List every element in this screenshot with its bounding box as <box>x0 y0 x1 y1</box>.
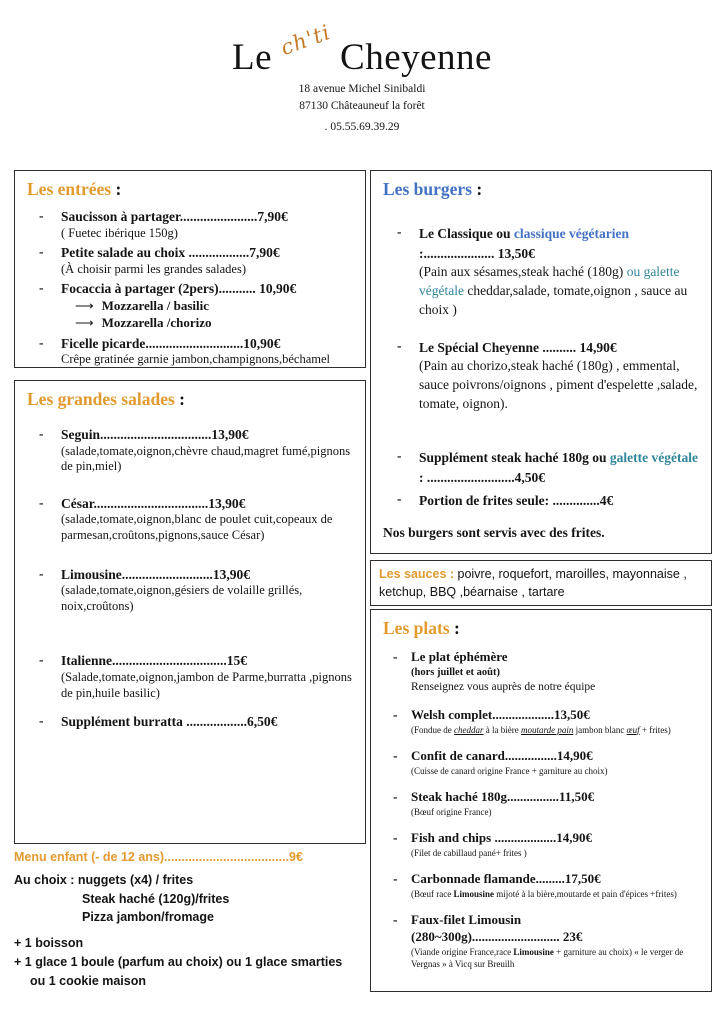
bullet-dash: - <box>39 494 44 510</box>
section-plats <box>370 609 712 992</box>
item-desc: (Cuisse de canard origine France + garniture au choix) <box>411 765 608 776</box>
menu-item-seguin <box>25 426 355 475</box>
section-entrees <box>14 170 366 368</box>
sauces-list: poivre, roquefort, maroilles, mayonnaise , ketchup, BBQ ,béarnaise , tartare <box>379 567 687 600</box>
menu-item-classique <box>381 224 701 320</box>
item-name-part: Supplément steak haché 180g ou <box>419 450 610 466</box>
item-desc: ( Fuetec ibérique 150g) <box>61 225 178 240</box>
bullet-dash: - <box>397 337 402 353</box>
desc-part-limousine: Limousine <box>513 946 554 957</box>
item-desc <box>411 724 701 736</box>
item-name <box>419 224 701 244</box>
menu-enfant-line: Au choix : nuggets (x4) / frites <box>14 872 194 887</box>
menu-item-plat-ephemere <box>381 649 701 695</box>
menu-item-petite-salade <box>25 244 355 277</box>
item-name: Italienne..................................15€ <box>61 653 248 669</box>
menu-enfant-title: Menu enfant (- de 12 ans)....................................9€ <box>14 850 303 864</box>
item-name: Le Spécial Cheyenne .......... 14,90€ <box>419 339 617 355</box>
desc-part-cheddar: cheddar <box>454 724 484 735</box>
burgers-title <box>383 179 701 200</box>
section-salades <box>14 380 366 844</box>
item-name: Carbonnade flamande.........17,50€ <box>411 871 601 887</box>
item-name: César..................................13,90€ <box>61 495 246 511</box>
item-desc: (À choisir parmi les grandes salades) <box>61 261 247 276</box>
bullet-dash: - <box>397 448 402 464</box>
bullet-dash: - <box>39 280 44 296</box>
salades-title-colon: : <box>174 389 185 409</box>
address-block <box>0 81 724 136</box>
address-line-2: 87130 Châteauneuf la forêt <box>299 99 425 112</box>
menu-item-ficelle <box>25 335 355 368</box>
menu-item-focaccia <box>25 280 355 331</box>
item-desc: (salade,tomate,oignon,gésiers de volaille grillés, noix,croûtons) <box>61 583 303 613</box>
item-name-part: : ..........................4,50€ <box>419 469 545 485</box>
plats-title-colon: : <box>449 618 460 638</box>
menu-item-italienne <box>25 652 355 701</box>
desc-part-moutarde-pain: moutarde pain <box>520 724 574 735</box>
desc-part: cheddar,salade, tomate,oignon , sauce au choix ) <box>419 283 688 317</box>
item-name-part-vegetarien: classique végétarien <box>513 226 630 241</box>
item-variant <box>61 315 355 332</box>
menu-enfant-line: Pizza jambon/fromage <box>82 910 214 925</box>
menu-item-limousine <box>25 566 355 615</box>
bullet-dash: - <box>39 334 44 350</box>
menu-item-cesar <box>25 495 355 544</box>
item-desc: Crêpe gratinée garnie jambon,champignons,béchamel <box>61 352 330 367</box>
address-line-1: 18 avenue Michel Sinibaldi <box>298 83 426 95</box>
item-name-line2: (280~300g)........................... 23€ <box>411 929 583 945</box>
entrees-title-text: Les entrées <box>27 179 112 199</box>
menu-item-confit-canard <box>381 748 701 777</box>
burgers-title-colon: : <box>471 179 483 199</box>
item-desc <box>419 263 701 320</box>
arrow-icon: ⟶ <box>75 314 94 330</box>
sauces-paragraph <box>379 565 703 601</box>
desc-part-limousine: Limousine <box>453 889 494 900</box>
item-name-line1: Faux-filet Limousin <box>411 912 522 928</box>
bullet-dash: - <box>393 871 398 887</box>
item-desc: (Pain au chorizo,steak haché (180g) , emmental, sauce poivrons/oignons , piment d'espelette ,salade, tomate, oignon). <box>419 358 698 412</box>
menu-item-supplement-burratta <box>25 713 355 731</box>
bullet-dash: - <box>393 649 398 664</box>
bullet-dash: - <box>39 208 44 223</box>
section-burgers <box>370 170 712 554</box>
menu-item-supplement-steak <box>381 448 701 487</box>
desc-part: à la bière <box>483 724 521 735</box>
title-cheyenne: Cheyenne <box>340 37 492 78</box>
phone-number: . 05.55.69.39.29 <box>324 121 400 134</box>
menu-item-saucisson <box>25 208 355 241</box>
item-desc: (Salade,tomate,oignon,jambon de Parme,burratta ,pignons de pin,huile basilic) <box>61 669 352 700</box>
item-desc: (Bœuf origine France) <box>411 807 492 817</box>
item-variant <box>61 298 355 315</box>
bullet-dash: - <box>397 224 402 239</box>
section-sauces <box>370 560 712 606</box>
desc-part: (Fondue de <box>411 724 454 735</box>
desc-part: (Pain aux sésames,steak haché (180g) <box>419 264 627 280</box>
bullet-dash: - <box>39 652 44 668</box>
bullet-dash: - <box>39 426 44 441</box>
plats-title <box>383 618 701 639</box>
bullet-dash: - <box>39 565 44 581</box>
salades-title-text: Les grandes salades <box>27 389 175 409</box>
arrow-icon: ⟶ <box>75 297 94 313</box>
desc-part: + garniture au choix) « le verger de Vergnas » à Vicq sur Breuilh <box>411 946 684 970</box>
desc-part: jambon blanc <box>573 724 627 735</box>
entrees-title <box>27 179 355 200</box>
desc-part-oeuf: œuf <box>626 724 640 735</box>
item-name <box>419 448 701 487</box>
bullet-dash: - <box>393 748 398 764</box>
item-name: Saucisson à partager.......................7,90€ <box>61 209 288 224</box>
sauces-label: Les sauces : <box>379 567 455 581</box>
item-name: Ficelle picarde.............................10,90€ <box>61 335 281 351</box>
plats-title-text: Les plats <box>383 618 450 638</box>
bullet-dash: - <box>397 491 402 507</box>
desc-part: + frites) <box>639 724 671 735</box>
menu-item-portion-frites <box>381 491 701 511</box>
item-name: Limousine...........................13,90€ <box>61 566 251 582</box>
desc-part-ou: ou <box>626 264 641 280</box>
bullet-dash: - <box>39 713 44 729</box>
menu-item-carbonnade <box>381 871 701 900</box>
item-desc <box>411 888 701 900</box>
burgers-title-text: Les burgers <box>383 179 472 199</box>
desc-part: (Viande origine France,race <box>411 946 514 957</box>
menu-item-faux-filet <box>381 912 701 970</box>
item-name: Confit de canard................14,90€ <box>411 748 593 764</box>
bullet-dash: - <box>393 707 398 723</box>
desc-part-galette: galette végétale <box>419 264 680 299</box>
item-name-part: Le Classique ou <box>419 226 514 241</box>
item-name: Focaccia à partager (2pers)........... 10,90€ <box>61 281 297 297</box>
section-menu-enfant <box>14 848 366 990</box>
item-desc: (salade,tomate,oignon,chèvre chaud,magret fumé,pignons de pin,miel) <box>61 443 351 474</box>
menu-item-welsh <box>381 707 701 736</box>
menu-item-fish-and-chips <box>381 830 701 859</box>
item-name: Petite salade au choix ..................7,90€ <box>61 245 280 261</box>
menu-enfant-line: + 1 boisson <box>14 936 84 950</box>
bullet-dash: - <box>393 912 398 928</box>
menu-enfant-line: + 1 glace 1 boule (parfum au choix) ou 1 glace smarties <box>14 954 343 969</box>
item-name: Le plat éphémère <box>411 649 508 664</box>
item-subtitle: (hors juillet et août) <box>411 666 500 678</box>
item-name: Welsh complet...................13,50€ <box>411 707 590 723</box>
desc-part: (Bœuf race <box>411 889 454 900</box>
item-name: Fish and chips ...................14,90€ <box>411 830 592 846</box>
bullet-dash: - <box>39 244 44 260</box>
salades-title <box>27 389 355 410</box>
item-desc <box>411 946 701 970</box>
menu-item-steak-hache <box>381 789 701 818</box>
bullet-dash: - <box>393 830 398 846</box>
title-le: Le <box>232 37 273 78</box>
menu-enfant-line: ou 1 cookie maison <box>30 973 147 988</box>
item-note: Renseignez vous auprès de notre équipe <box>411 680 596 693</box>
item-name: Portion de frites seule: ..............4€ <box>419 493 614 509</box>
bullet-dash: - <box>393 789 398 805</box>
menu-item-special-cheyenne <box>381 338 701 414</box>
item-price-line: :..................... 13,50€ <box>419 245 535 261</box>
variant-label: Mozzarella / basilic <box>101 297 209 313</box>
item-desc: (Filet de cabillaud pané+ frites ) <box>411 848 527 859</box>
item-name: Seguin.................................13,90€ <box>61 427 249 442</box>
title-chti: ch'ti <box>277 19 334 61</box>
burgers-footer-note: Nos burgers sont servis avec des frites. <box>383 524 605 540</box>
item-name: Steak haché 180g................11,50€ <box>411 789 595 805</box>
entrees-title-colon: : <box>111 179 122 199</box>
restaurant-title <box>232 19 492 79</box>
item-name-part-galette: galette végétale <box>609 450 698 466</box>
item-desc: (salade,tomate,oignon,blanc de poulet cuit,copeaux de parmesan,croûtons,pignons,sauce César) <box>61 512 333 542</box>
item-name: Supplément burratta ..................6,50€ <box>61 714 278 730</box>
header <box>0 19 724 136</box>
desc-part: mijoté à la bière,moutarde et pain d'épices +frites) <box>494 889 677 900</box>
variant-label: Mozzarella /chorizo <box>101 314 212 330</box>
menu-enfant-line: Steak haché (120g)/frites <box>82 891 230 906</box>
